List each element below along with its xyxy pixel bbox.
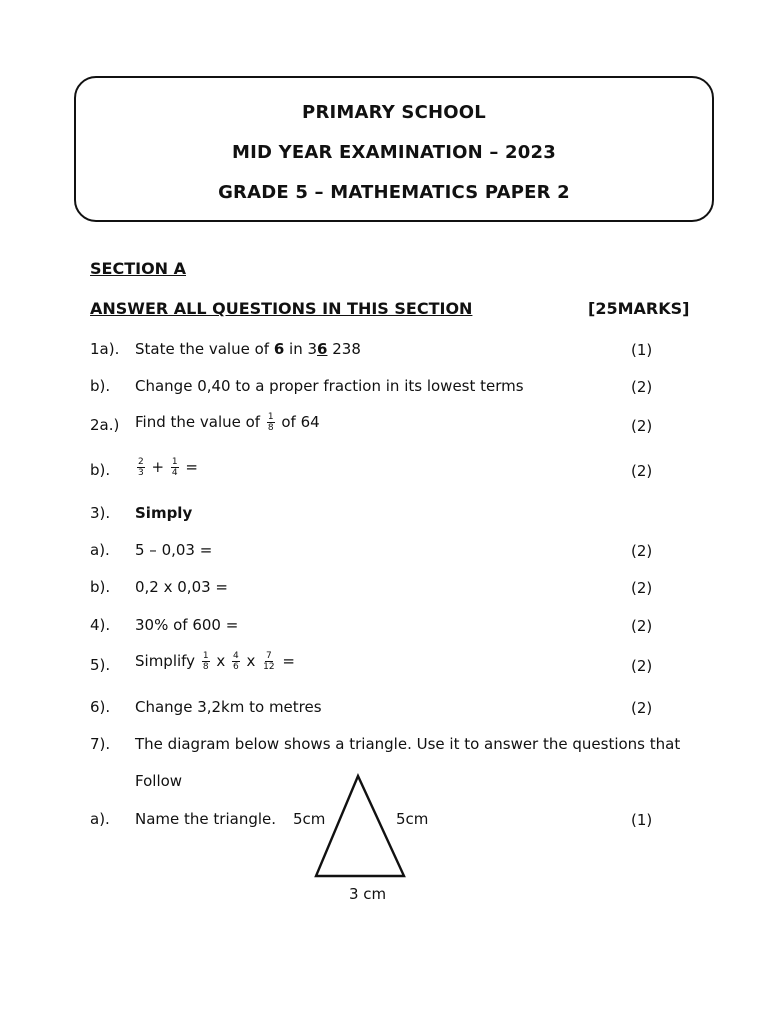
- q4-text: 30% of 600 =: [135, 616, 239, 634]
- q7-text-continued: Follow: [135, 772, 183, 790]
- q1a-label: 1a).: [90, 340, 120, 358]
- q1a-text: State the value of 6 in 36 238: [135, 340, 361, 358]
- q3a-text: 5 – 0,03 =: [135, 541, 213, 559]
- q5-marks: (2): [631, 657, 653, 675]
- fraction: $\frac{7}{12}$: [263, 651, 275, 672]
- q1a-marks: (1): [631, 341, 653, 359]
- q6-label: 6).: [90, 698, 111, 716]
- q6-text: Change 3,2km to metres: [135, 698, 322, 716]
- q2b-marks: (2): [631, 462, 653, 480]
- exam-header-box: [74, 76, 714, 222]
- q7-label: 7).: [90, 735, 111, 753]
- fraction: $\frac{4}{6}$: [232, 651, 239, 672]
- q2b-text: $\frac{2}{3}$ + $\frac{1}{4}$ =: [138, 457, 198, 478]
- q5-label: 5).: [90, 656, 111, 674]
- section-instruction: ANSWER ALL QUESTIONS IN THIS SECTION: [90, 299, 473, 318]
- q3b-marks: (2): [631, 579, 653, 597]
- triangle-base-label: 3 cm: [349, 885, 387, 903]
- q3b-text: 0,2 x 0,03 =: [135, 578, 229, 596]
- q1b-marks: (2): [631, 378, 653, 396]
- q3-text: Simply: [135, 504, 193, 522]
- section-total-marks: [25MARKS]: [588, 299, 690, 318]
- school-name: PRIMARY SCHOOL: [302, 102, 486, 123]
- q3a-label: a).: [90, 541, 110, 559]
- q2a-text: Find the value of $\frac{1}{8}$ of 64: [135, 412, 320, 433]
- q4-marks: (2): [631, 617, 653, 635]
- fraction: $\frac{1}{4}$: [171, 457, 178, 478]
- triangle-right-side-label: 5cm: [396, 810, 429, 828]
- q5-text: Simplify $\frac{1}{8}$ x $\frac{4}{6}$ x $\frac{7}{12}$ =: [135, 651, 295, 672]
- triangle-shape: [316, 776, 404, 876]
- triangle-left-side-label: 5cm: [293, 810, 326, 828]
- q7a-marks: (1): [631, 811, 653, 829]
- exam-title: MID YEAR EXAMINATION – 2023: [232, 142, 556, 163]
- q2a-label: 2a.): [90, 416, 120, 434]
- q7a-label: a).: [90, 810, 110, 828]
- fraction: $\frac{2}{3}$: [138, 457, 144, 478]
- q2b-label: b).: [90, 461, 111, 479]
- q2a-marks: (2): [631, 417, 653, 435]
- paper-title: GRADE 5 – MATHEMATICS PAPER 2: [218, 182, 570, 203]
- q6-marks: (2): [631, 699, 653, 717]
- q3a-marks: (2): [631, 542, 653, 560]
- section-title: SECTION A: [90, 259, 187, 278]
- q3b-label: b).: [90, 578, 111, 596]
- q3-label: 3).: [90, 504, 111, 522]
- q1b-text: Change 0,40 to a proper fraction in its lowest terms: [135, 377, 524, 395]
- q7a-text: Name the triangle.: [135, 810, 277, 828]
- fraction: $\frac{1}{8}$: [202, 651, 209, 672]
- q4-label: 4).: [90, 616, 111, 634]
- q7-text: The diagram below shows a triangle. Use it to answer the questions that: [135, 735, 681, 753]
- q1b-label: b).: [90, 377, 111, 395]
- fraction: $\frac{1}{8}$: [267, 412, 274, 433]
